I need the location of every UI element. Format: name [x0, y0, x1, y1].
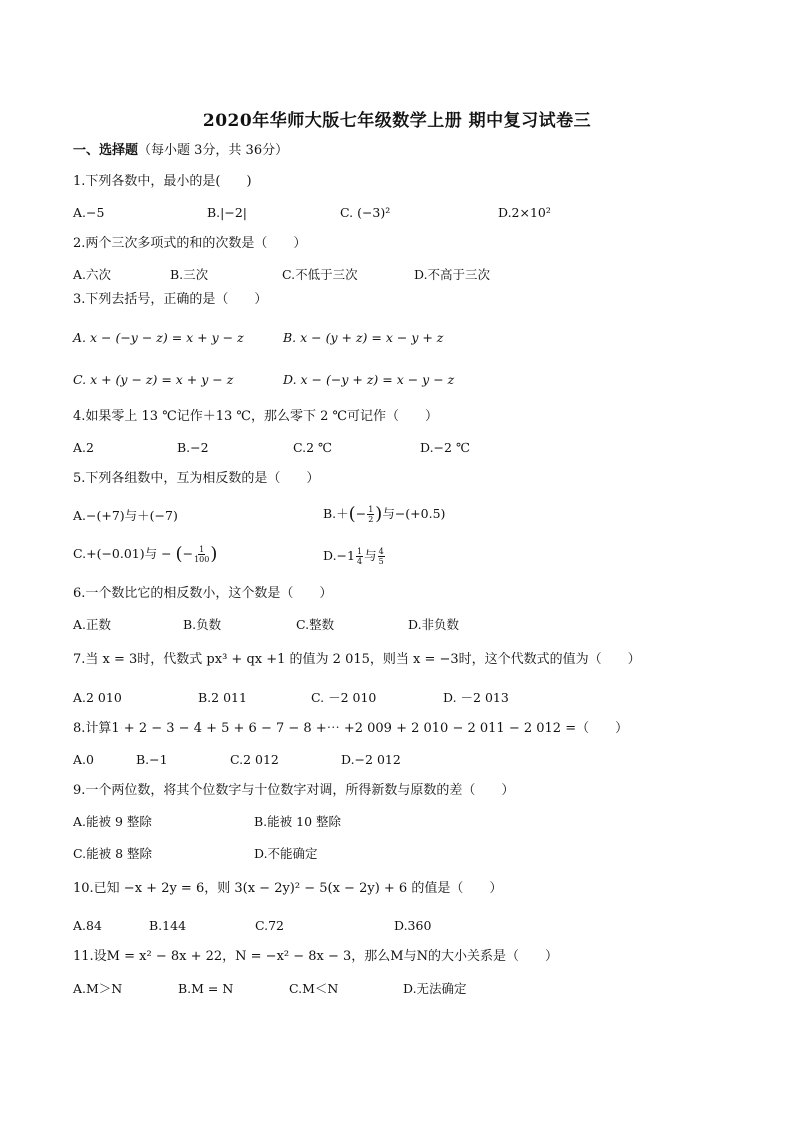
- q8-option-a: A.0: [73, 752, 94, 767]
- question-3-stem: 3.下列去括号，正确的是（ ）: [73, 292, 268, 307]
- q8-option-c: C.2 012: [230, 752, 279, 767]
- q1-option-b: B.|−2|: [207, 205, 248, 220]
- q10-option-c: C.72: [255, 918, 284, 933]
- fraction-denominator: 4: [356, 557, 363, 566]
- q10-option-d: D.360: [394, 918, 432, 933]
- q5-b-prefix: B.＋: [323, 506, 349, 521]
- q11-option-d: D.无法确定: [403, 981, 467, 996]
- q6-option-c: C.整数: [296, 617, 335, 632]
- q5-b-fraction: [367, 505, 374, 524]
- question-8-stem: 8.计算1 + 2 − 3 − 4 + 5 + 6 − 7 − 8 +⋯ +2 009 + 2 010 − 2 011 − 2 012 =（ ）: [73, 721, 629, 736]
- q5-d-fraction-1: [356, 547, 363, 566]
- section-note: （每小题 3分，共 36分）: [138, 143, 289, 158]
- fraction-denominator: 2: [368, 515, 374, 524]
- fraction-numerator: 1: [199, 545, 205, 554]
- q7-option-d: D. －2 013: [443, 690, 509, 705]
- q4-option-a: A.2: [73, 440, 94, 455]
- paren-open-icon: (: [348, 503, 356, 525]
- q6-option-d: D.非负数: [408, 617, 460, 632]
- q8-option-b: B.−1: [136, 752, 168, 767]
- q2-option-b: B.三次: [170, 267, 209, 282]
- q6-option-b: B.负数: [183, 617, 222, 632]
- q8-option-d: D.−2 012: [341, 752, 401, 767]
- q2-option-d: D.不高于三次: [414, 267, 491, 282]
- q11-option-b: B.M = N: [178, 981, 234, 996]
- paren-open-icon: (: [175, 543, 183, 565]
- question-11-stem: 11.设M = x² − 8x + 22，N = −x² − 8x − 3，那么M与N的大小关系是（ ）: [73, 949, 558, 964]
- fraction-denominator: 5: [378, 557, 384, 566]
- q9-option-d: D.不能确定: [254, 846, 318, 861]
- question-7-stem: 7.当 x = 3时，代数式 px³ + qx +1 的值为 2 015，则当 x = −3时，这个代数式的值为（ ）: [73, 652, 641, 667]
- question-5-stem: 5.下列各组数中，互为相反数的是（ ）: [73, 471, 320, 486]
- q3-option-d: D. x − (−y + z) = x − y − z: [283, 372, 455, 387]
- q7-option-b: B.2 011: [198, 690, 247, 705]
- q1-option-c: C. (−3)²: [340, 205, 391, 220]
- fraction-numerator: 1: [356, 547, 363, 556]
- page-title: 2020年华师大版七年级数学上册 期中复习试卷三: [202, 111, 592, 131]
- q3-option-b: B. x − (y + z) = x − y + z: [283, 330, 444, 345]
- q4-option-c: C.2 ℃: [293, 440, 333, 455]
- q5-d-prefix: D.−1: [323, 548, 355, 563]
- question-4-stem: 4.如果零上 13 ℃记作＋13 ℃，那么零下 2 ℃可记作（ ）: [73, 409, 439, 424]
- q7-option-c: C. －2 010: [311, 690, 377, 705]
- fraction-numerator: 1: [368, 505, 374, 514]
- q1-option-d: D.2×10²: [498, 205, 551, 220]
- q6-option-a: A.正数: [73, 617, 112, 632]
- q5-c-prefix: C.+(−0.01)与 −: [73, 546, 176, 561]
- q5-option-a: A.−(+7)与＋(−7): [73, 508, 178, 523]
- question-2-stem: 2.两个三次多项式的和的次数是（ ）: [73, 236, 307, 251]
- question-10-stem: 10.已知 −x + 2y = 6，则 3(x − 2y)² − 5(x − 2y) + 6 的值是（ ）: [73, 881, 503, 896]
- question-6-stem: 6.一个数比它的相反数小，这个数是（ ）: [73, 586, 333, 601]
- q9-option-b: B.能被 10 整除: [254, 814, 342, 829]
- question-9-stem: 9.一个两位数，将其个位数字与十位数字对调，所得新数与原数的差（ ）: [73, 783, 515, 798]
- q5-option-c: C.+(−0.01)与 − (− $\frac{1}{100}$ ): [73, 543, 218, 565]
- q5-b-suffix: 与−(+0.5): [382, 506, 446, 521]
- q10-option-b: B.144: [149, 918, 187, 933]
- q3-option-c: C. x + (y − z) = x + y − z: [73, 372, 234, 387]
- q5-d-mid: 与: [364, 548, 377, 563]
- q5-c-fraction: [194, 545, 209, 564]
- q5-option-b: B.＋(− $\frac{1}{2}$ )与−(+0.5): [323, 503, 446, 525]
- question-1-stem: 1.下列各数中，最小的是( ): [73, 174, 252, 189]
- section-heading: [73, 139, 288, 158]
- q10-option-a: A.84: [73, 918, 102, 933]
- q9-option-c: C.能被 8 整除: [73, 846, 152, 861]
- paren-close-icon: ): [210, 543, 218, 565]
- q4-option-d: D.−2 ℃: [420, 440, 470, 455]
- section-title: 一、选择题: [73, 143, 139, 158]
- q3-option-a: A. x − (−y − z) = x + y − z: [73, 330, 244, 345]
- q5-option-d: [323, 547, 386, 566]
- q9-option-a: A.能被 9 整除: [73, 814, 152, 829]
- q11-option-c: C.M＜N: [289, 981, 339, 996]
- q5-d-fraction-2: [378, 547, 385, 566]
- q2-option-a: A.六次: [73, 267, 112, 282]
- q1-option-a: A.−5: [73, 205, 105, 220]
- paren-close-icon: ): [375, 503, 383, 525]
- q2-option-c: C.不低于三次: [282, 267, 358, 282]
- q7-option-a: A.2 010: [73, 690, 122, 705]
- q11-option-a: A.M＞N: [73, 981, 123, 996]
- fraction-denominator: 100: [194, 555, 210, 564]
- fraction-numerator: 4: [378, 547, 384, 556]
- q4-option-b: B.−2: [177, 440, 209, 455]
